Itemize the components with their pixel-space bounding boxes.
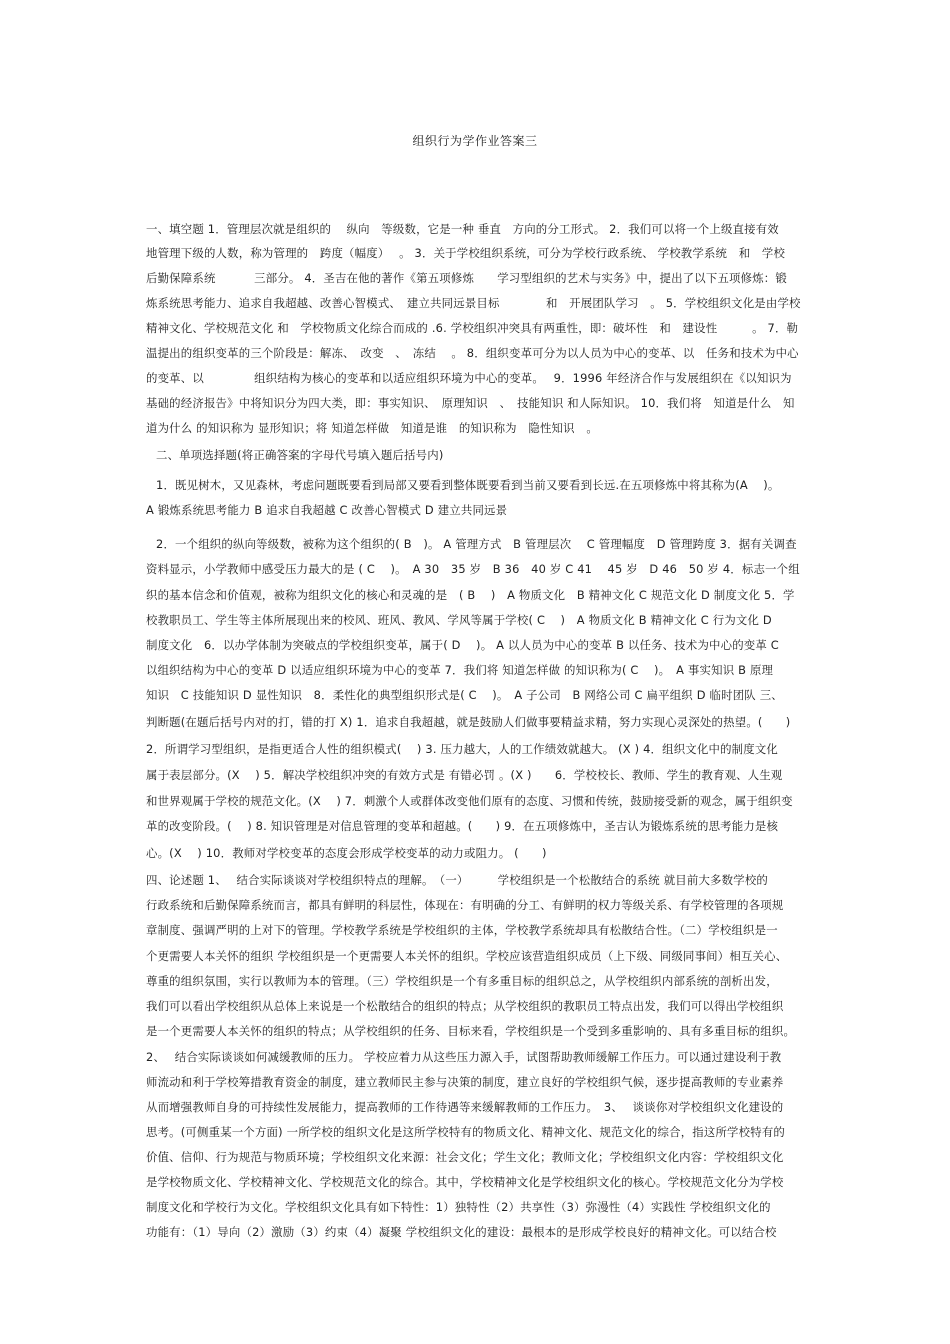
text-line: 尊重的组织氛围，实行以教师为本的管理。（三）学校组织是一个有多重目标的组织总之，从学校组织内部系统的剖析出发， [146,974,778,988]
text-line: 判断题(在题后括号内对的打，错的打 X) 1．追求自我超越，就是鼓励人们做事要精益求精，努力实现心灵深处的热望。( ) [146,715,791,729]
text-line: A 锻炼系统思考能力 B 追求自我超越 C 改善心智模式 D 建立共同远景 [146,503,508,517]
text-line: 功能有：（1）导向（2）激励（3）约束（4）凝聚 学校组织文化的建设：最根本的是形成学校良好的精神文化。可以结合校 [146,1225,777,1239]
text-line: 2．所谓学习型组织，是指更适合人性的组织模式( ) 3. 压力越大，人的工作绩效就越大。 (X ) 4．组织文化中的制度文化 [146,742,779,756]
text-line: 是一个更需要人本关怀的组织的特点；从学校组织的任务、目标来看，学校组织是一个受到多重影响的、具有多重目标的组织。 [146,1024,796,1038]
text-line: 制度文化 6．以办学体制为突破点的学校组织变革，属于( D )。 A 以人员为中心的变革 B 以任务、技术为中心的变革 C [146,638,779,652]
text-line: 织的基本信念和价值观，被称为组织文化的核心和灵魂的是 ( B ) A 物质文化 B 精神文化 C 规范文化 D 制度文化 5．学 [146,588,795,602]
text-line: 章制度、强调严明的上对下的管理。学校教学系统是学校组织的主体，学校教学系统却具有松散结合性。（二）学校组织是一 [146,923,778,937]
text-line: 革的改变阶段。( ) 8. 知识管理是对信息管理的变革和超越。( ) 9．在五项修炼中，圣吉认为锻炼系统的思考能力是核 [146,819,779,833]
text-line: 2、 结合实际谈谈如何减缓教师的压力。 学校应着力从这些压力源入手，试图帮助教师缓解工作压力。可以通过建设利于教 [146,1050,782,1064]
text-line: 道为什么 的知识称为 显形知识；将 知道怎样做 知道是谁 的知识称为 隐性知识 。 [146,421,598,435]
text-line: 和世界观属于学校的规范文化。(X ) 7．刺激个人或群体改变他们原有的态度、习惯和传统，鼓励接受新的观念，属于组织变 [146,794,793,808]
text-line: 1．既见树木，又见森林，考虑问题既要看到局部又要看到整体既要看到当前又要看到长远.在五项修炼中将其称为(A )。 [156,478,780,492]
text-line: 我们可以看出学校组织从总体上来说是一个松散结合的组织的特点；从学校组织的教职员工特点出发，我们可以得出学校组织 [146,999,784,1013]
text-line: 二、单项选择题(将正确答案的字母代号填入题后括号内) [156,448,444,462]
text-line: 基础的经济报告》中将知识分为四大类，即：事实知识、 原理知识 、 技能知识 和人际知识。 10．我们将 知道是什么 知 [146,396,795,410]
text-line: 的变革、以 组织结构为核心的变革和以适应组织环境为中心的变革。 9．1996 年经济合作与发展组织在《以知识为 [146,371,792,385]
text-line: 2．一个组织的纵向等级数，被称为这个组织的( B )。 A 管理方式 B 管理层次 C 管理幅度 D 管理跨度 3．据有关调查 [156,537,797,551]
text-line: 一、填空题 1．管理层次就是组织的 纵向 等级数，它是一种 垂直 方向的分工形式。 2．我们可以将一个上级直接有效 [146,222,779,236]
text-line: 知识 C 技能知识 D 显性知识 8．柔性化的典型组织形式是( C )。 A 子公司 B 网络公司 C 扁平组织 D 临时团队 三、 [146,688,783,702]
text-line: 制度文化和学校行为文化。学校组织文化具有如下特性：1）独特性（2）共享性（3）弥漫性（4）实践性 学校组织文化的 [146,1200,771,1214]
document-title: 组织行为学作业答案三 [412,134,538,148]
text-line: 师流动和利于学校筹措教育资金的制度，建立教师民主参与决策的制度，建立良好的学校组织气候，逐步提高教师的专业素养 [146,1075,784,1089]
text-line: 个更需要人本关怀的组织 学校组织是一个更需要人本关怀的组织。学校应该营造组织成员（上下级、同级同事间）相互关心、 [146,949,788,963]
text-line: 心。(X ) 10．教师对学校变革的态度会形成学校变革的动力或阻力。 ( ) [146,846,547,860]
text-line: 炼系统思考能力、追求自我超越、改善心智模式、 建立共同远景目标 和 开展团队学习 。 5．学校组织文化是由学校 [146,296,801,310]
text-line: 属于表层部分。(X ) 5．解决学校组织冲突的有效方式是 有错必罚 。(X ) 6．学校校长、教师、学生的教育观、人生观 [146,768,783,782]
text-line: 后勤保障系统 三部分。 4．圣吉在他的著作《第五项修炼 学习型组织的艺术与实务》中，提出了以下五项修炼：锻 [146,271,787,285]
text-line: 价值、信仰、行为规范与物质环境；学校组织文化来源：社会文化；学生文化；教师文化；学校组织文化内容：学校组织文化 [146,1150,784,1164]
text-line: 资料显示，小学教师中感受压力最大的是 ( C )。 A 30 35 岁 B 36 40 岁 C 41 45 岁 D 46 50 岁 4．标志一个组 [146,562,800,576]
text-line: 地管理下级的人数，称为管理的 跨度（幅度） 。 3．关于学校组织系统，可分为学校行政系统、 学校教学系统 和 学校 [146,246,786,260]
text-line: 温提出的组织变革的三个阶段是：解冻、 改变 、 冻结 。 8．组织变革可分为以人员为中心的变革、以 任务和技术为中心 [146,346,799,360]
text-line: 校教职员工、学生等主体所展现出来的校风、班风、教风、学风等属于学校( C ) A 物质文化 B 精神文化 C 行为文化 D [146,613,772,627]
text-line: 精神文化、学校规范文化 和 学校物质文化综合而成的 .6. 学校组织冲突具有两重性，即：破坏性 和 建设性 。 7．勒 [146,321,799,335]
text-line: 从而增强教师自身的可持续性发展能力，提高教师的工作待遇等来缓解教师的工作压力。 3、 谈谈你对学校组织文化建设的 [146,1100,784,1114]
text-line: 是学校物质文化、学校精神文化、学校规范文化的综合。其中，学校精神文化是学校组织文化的核心。学校规范文化分为学校 [146,1175,784,1189]
text-line: 思考。(可侧重某一个方面) 一所学校的组织文化是这所学校特有的物质文化、精神文化、规范文化的综合，指这所学校特有的 [146,1125,786,1139]
text-line: 四、论述题 1、 结合实际谈谈对学校组织特点的理解。 （一） 学校组织是一个松散结合的系统 就目前大多数学校的 [146,873,769,887]
text-line: 行政系统和后勤保障系统而言，都具有鲜明的科层性，体现在：有明确的分工、有鲜明的权力等级关系、有学校管理的各项规 [146,898,784,912]
text-line: 以组织结构为中心的变革 D 以适应组织环境为中心的变革 7．我们将 知道怎样做 的知识称为( C )。 A 事实知识 B 原理 [146,663,774,677]
